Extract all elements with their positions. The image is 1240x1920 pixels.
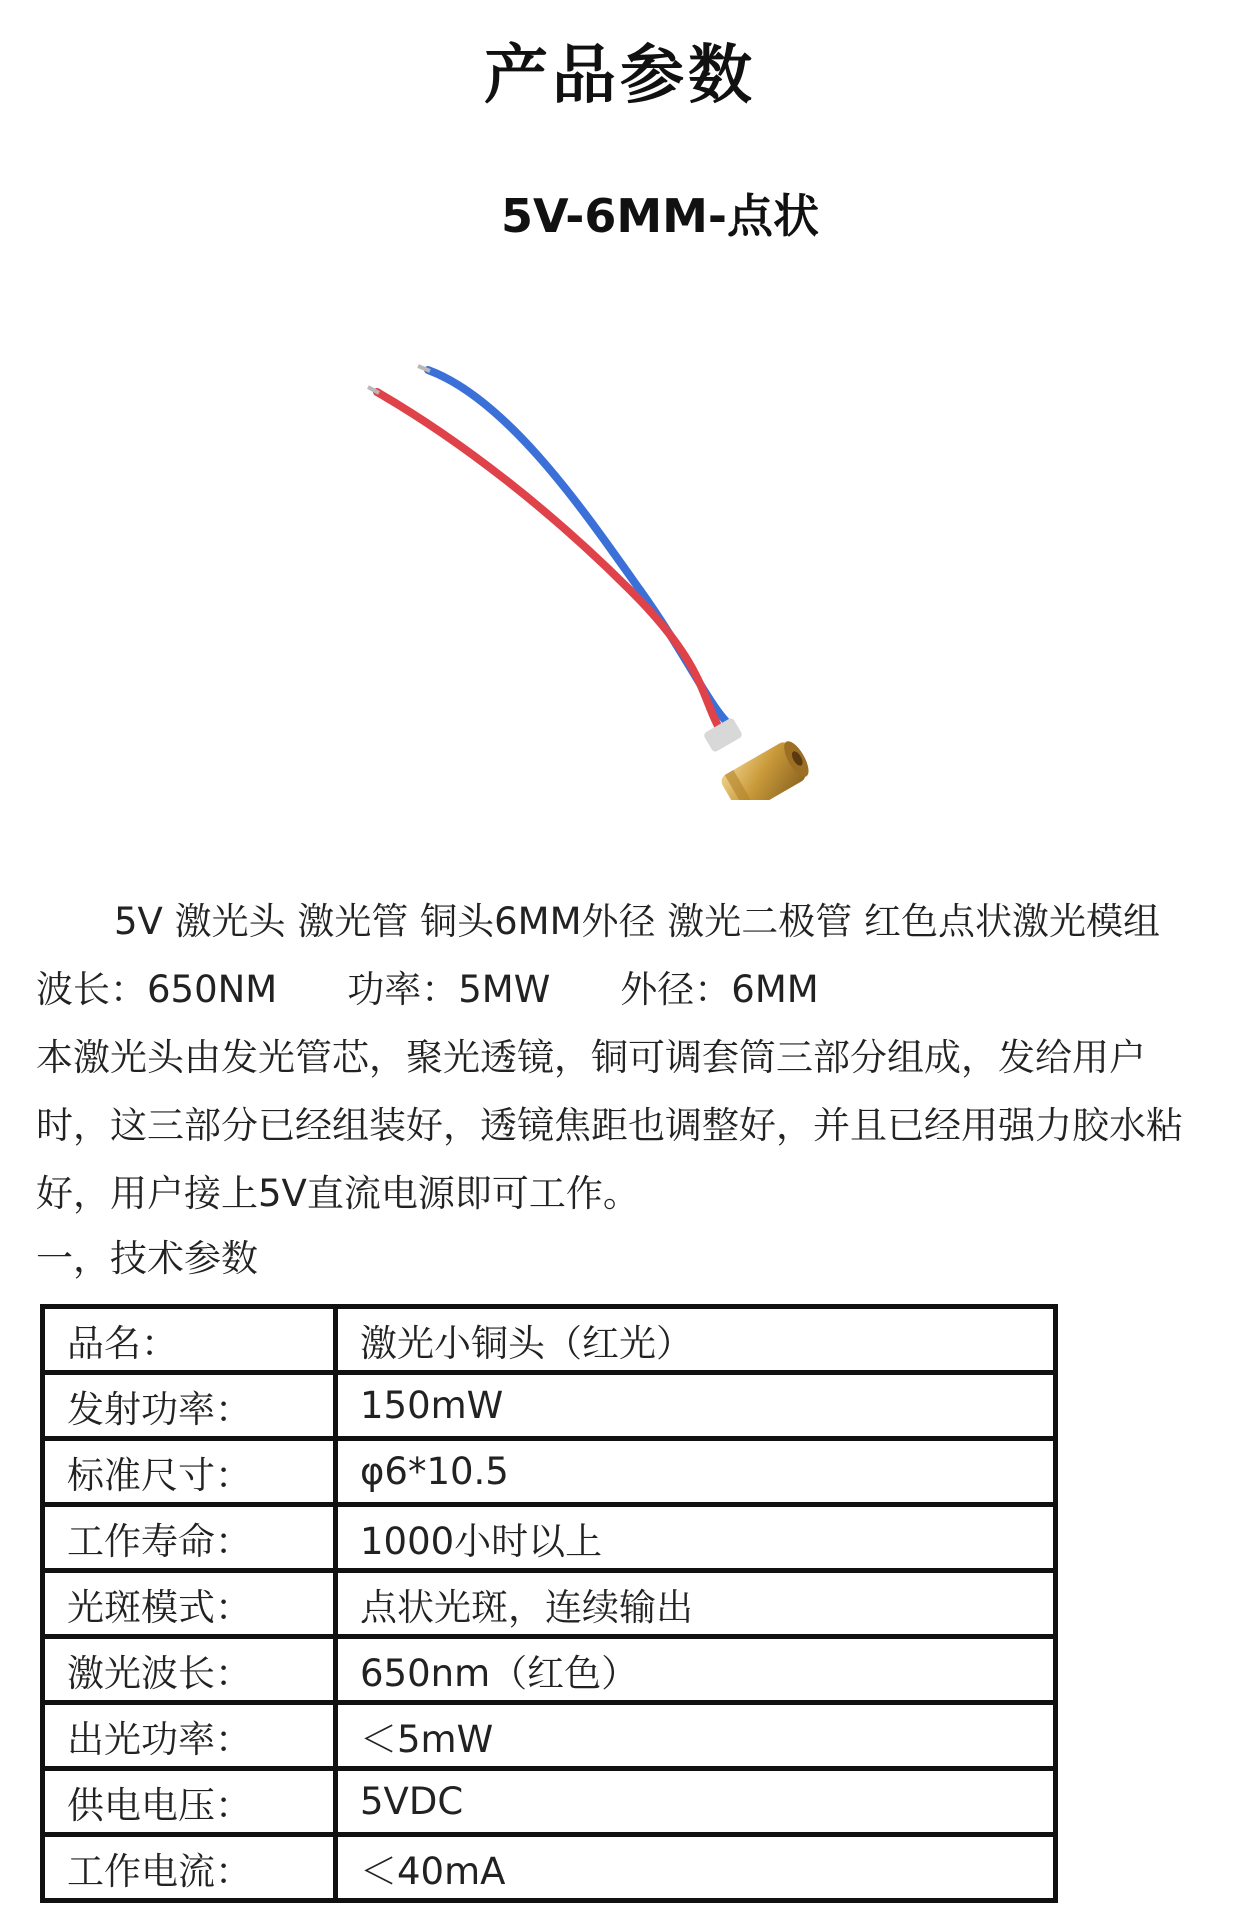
model-title: 5V-6MM-点状 bbox=[500, 189, 819, 243]
param-value: 150mW bbox=[336, 1373, 1056, 1439]
param-label: 发射功率： bbox=[43, 1373, 336, 1439]
param-value: 5VDC bbox=[336, 1769, 1056, 1835]
table-row bbox=[43, 1505, 1056, 1571]
param-value: 650nm（红色） bbox=[336, 1637, 1056, 1703]
param-label: 工作寿命： bbox=[43, 1505, 336, 1571]
spec-power: 功率：5MW bbox=[347, 968, 551, 1011]
blue-wire bbox=[428, 370, 735, 730]
params-table bbox=[40, 1304, 1058, 1903]
red-wire bbox=[377, 392, 725, 738]
description-paragraph: 本激光头由发光管芯，聚光透镜，铜可调套筒三部分组成，发给用户时，这三部分已经组装好，透镜焦距也调整好，并且已经用强力胶水粘好，用户接上5V直流电源即可工作。 bbox=[36, 1036, 1183, 1215]
param-label: 光斑模式： bbox=[43, 1571, 336, 1637]
param-value: φ6*10.5 bbox=[336, 1439, 1056, 1505]
spec-wavelength: 波长：650NM bbox=[36, 968, 278, 1011]
description-line-1: 5V 激光头 激光管 铜头6MM外径 激光二极管 红色点状激光模组 bbox=[114, 900, 1161, 943]
table-row bbox=[43, 1637, 1056, 1703]
param-value: 点状光斑，连续输出 bbox=[336, 1571, 1056, 1637]
page-title: 产品参数 bbox=[484, 39, 756, 113]
param-label: 工作电流： bbox=[43, 1835, 336, 1901]
section-heading: 一，技术参数 bbox=[36, 1237, 258, 1280]
table-row bbox=[43, 1835, 1056, 1901]
param-value: 激光小铜头（红光） bbox=[336, 1307, 1056, 1373]
red-wire-tip bbox=[368, 387, 379, 393]
param-label: 供电电压： bbox=[43, 1769, 336, 1835]
table-row bbox=[43, 1571, 1056, 1637]
table-row bbox=[43, 1373, 1056, 1439]
param-value: ＜5mW bbox=[336, 1703, 1056, 1769]
description bbox=[36, 888, 1206, 1228]
table-row bbox=[43, 1439, 1056, 1505]
table-row bbox=[43, 1769, 1056, 1835]
param-label: 品名： bbox=[43, 1307, 336, 1373]
table-row bbox=[43, 1703, 1056, 1769]
spec-diameter: 外径：6MM bbox=[620, 968, 819, 1011]
param-value: ＜40mA bbox=[336, 1835, 1056, 1901]
pin-base bbox=[703, 717, 743, 753]
laser-module-image bbox=[340, 340, 860, 800]
spec-line bbox=[36, 956, 1206, 1024]
param-label: 出光功率： bbox=[43, 1703, 336, 1769]
table-row bbox=[43, 1307, 1056, 1373]
param-label: 激光波长： bbox=[43, 1637, 336, 1703]
param-label: 标准尺寸： bbox=[43, 1439, 336, 1505]
param-value: 1000小时以上 bbox=[336, 1505, 1056, 1571]
